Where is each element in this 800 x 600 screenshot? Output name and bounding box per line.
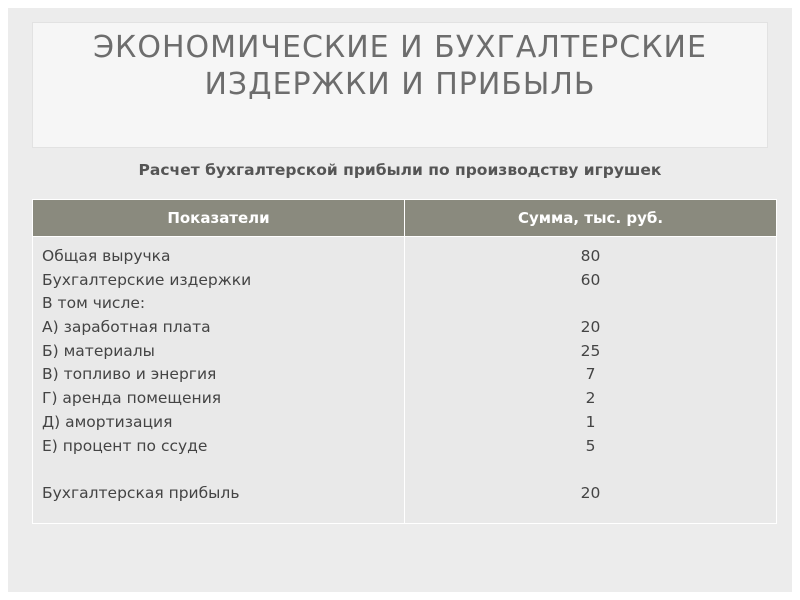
title-box	[32, 22, 768, 148]
table-body-row	[33, 237, 777, 524]
indicator-value: 60	[580, 270, 601, 289]
header-amount: Сумма, тыс. руб.	[405, 200, 777, 237]
values-list	[405, 245, 776, 506]
indicator-label	[33, 458, 404, 482]
indicator-value: 80	[580, 247, 601, 265]
indicator-value: 1	[585, 412, 596, 431]
indicator-value: 20	[580, 318, 601, 337]
indicator-label: Д) амортизация	[42, 412, 173, 431]
values-cell	[405, 237, 777, 524]
labels-cell	[33, 237, 405, 524]
indicator-label: Е) процент по ссуде	[42, 436, 208, 455]
indicator-label: Г) аренда помещения	[42, 389, 222, 408]
header-indicators: Показатели	[33, 200, 405, 237]
slide	[8, 8, 792, 592]
indicator-value: 7	[585, 365, 596, 384]
table-header-row	[33, 200, 777, 237]
indicator-label: Бухгалтерская прибыль	[42, 483, 240, 502]
indicator-value: 20	[580, 483, 601, 502]
indicator-label: В том числе:	[42, 294, 146, 313]
labels-list	[33, 245, 404, 506]
indicator-value	[405, 458, 776, 482]
indicator-label: Общая выручка	[42, 247, 171, 265]
indicator-value: 2	[585, 389, 596, 408]
slide-subtitle: Расчет бухгалтерской прибыли по производству игрушек	[138, 161, 662, 179]
indicator-value	[405, 292, 776, 316]
profit-table	[32, 199, 777, 524]
indicator-label: Б) материалы	[42, 341, 155, 360]
slide-title: ЭКОНОМИЧЕСКИЕ И БУХГАЛТЕРСКИЕ ИЗДЕРЖКИ И ПРИБЫЛЬ	[93, 30, 707, 102]
indicator-label: Бухгалтерские издержки	[42, 270, 252, 289]
indicator-value: 25	[580, 341, 601, 360]
indicator-value: 5	[585, 436, 596, 455]
indicator-label: В) топливо и энергия	[42, 365, 217, 384]
indicator-label: А) заработная плата	[42, 318, 211, 337]
